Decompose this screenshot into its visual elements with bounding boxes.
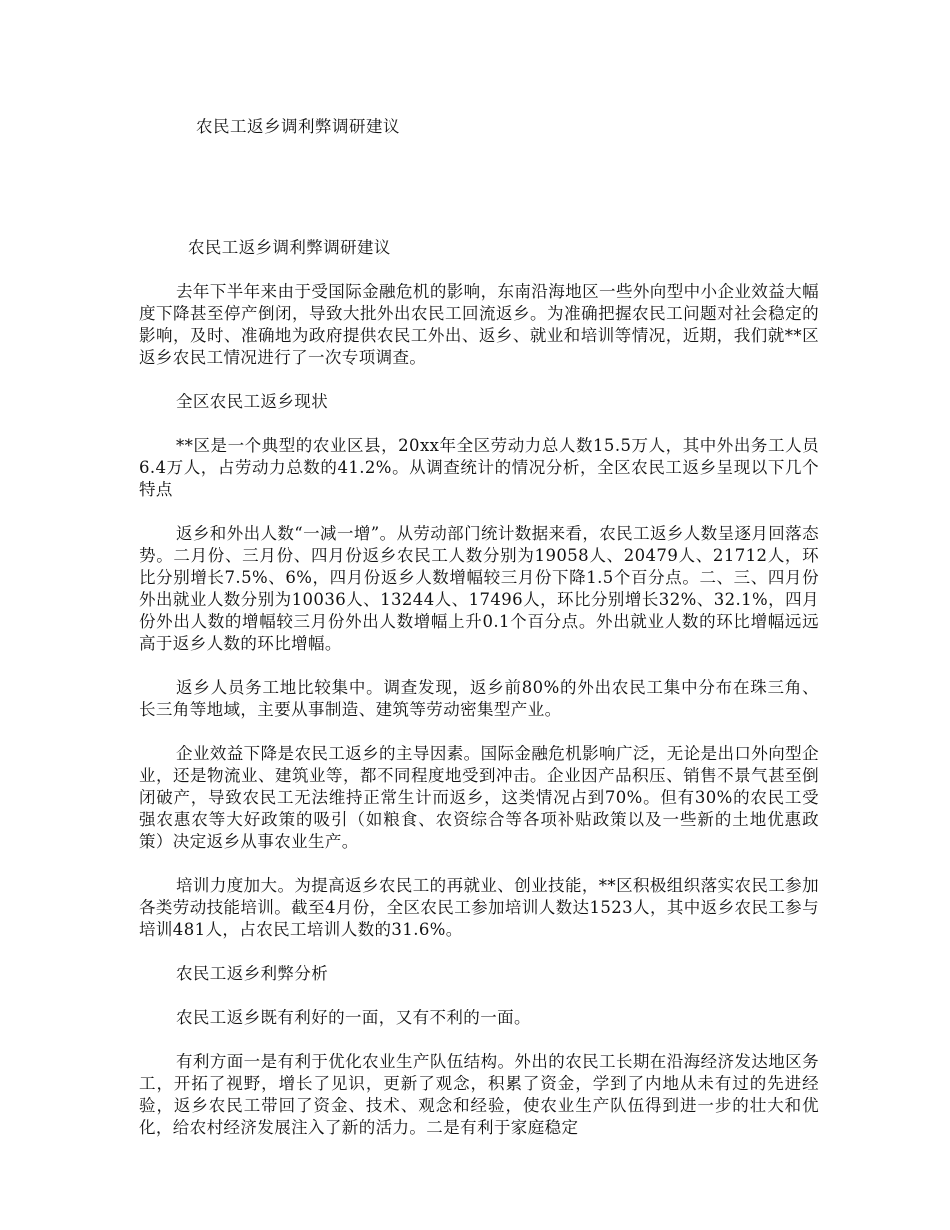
paragraph-overview: **区是一个典型的农业区县，20xx年全区劳动力总人数15.5万人，其中外出务工人员6.4万人，占劳动力总数的41.2%。从调查统计的情况分析，全区农民工返乡呈现以下几个特点 — [139, 436, 819, 499]
paragraph-cause: 企业效益下降是农民工返乡的主导因素。国际金融危机影响广泛，无论是出口外向型企业，还是物流业、建筑业等，都不同程度地受到冲击。企业因产品积压、销售不景气甚至倒闭破产，导致农民工无法维持正常生计而返乡，这类情况占到70%。但有30%的农民工受强农惠农等大好政策的吸引（如粮食、农资综合等各项补贴政策以及一些新的土地优惠政策）决定返乡从事农业生产。 — [139, 744, 819, 851]
paragraph-trend: 返乡和外出人数“一减一增”。从劳动部门统计数据来看，农民工返乡人数呈逐月回落态势。二月份、三月份、四月份返乡农民工人数分别为19058人、20479人、21712人，环比分别增长7.5%、6%，四月份返乡人数增幅较三月份下降1.5个百分点。二、三、四月份外出就业人数分别为10036人、13244人、17496人，环比分别增长32%、32.1%，四月份外出人数的增幅较三月份外出人数增幅上升0.1个百分点。外出就业人数的环比增幅远远高于返乡人数的环比增幅。 — [139, 524, 819, 653]
paragraph-location: 返乡人员务工地比较集中。调查发现，返乡前80%的外出农民工集中分布在珠三角、长三角等地域，主要从事制造、建筑等劳动密集型产业。 — [139, 678, 819, 719]
paragraph-advantages: 有利方面一是有利于优化农业生产队伍结构。外出的农民工长期在沿海经济发达地区务工，开拓了视野，增长了见识，更新了观念，积累了资金，学到了内地从未有过的先进经验，返乡农民工带回了资金、技术、观念和经验，使农业生产队伍得到进一步的壮大和优化，给农村经济发展注入了新的活力。二是有利于家庭稳定 — [139, 1052, 819, 1137]
document-body — [139, 237, 819, 1161]
body-heading: 农民工返乡调利弊调研建议 — [188, 238, 391, 257]
paragraph-analysis-intro: 农民工返乡既有利好的一面，又有不利的一面。 — [176, 1008, 531, 1027]
paragraph-intro: 去年下半年来由于受国际金融危机的影响，东南沿海地区一些外向型中小企业效益大幅度下降甚至停产倒闭，导致大批外出农民工回流返乡。为准确把握农民工问题对社会稳定的影响，及时、准确地为政府提供农民工外出、返乡、就业和培训等情况，近期，我们就**区返乡农民工情况进行了一次专项调查。 — [139, 282, 819, 367]
paragraph-training: 培训力度加大。为提高返乡农民工的再就业、创业技能，**区积极组织落实农民工参加各类劳动技能培训。截至4月份，全区农民工参加培训人数达1523人，其中返乡农民工参与培训481人，占农民工培训人数的31.6%。 — [139, 876, 819, 939]
section-heading-status: 全区农民工返乡现状 — [176, 392, 329, 411]
section-heading-analysis: 农民工返乡利弊分析 — [176, 964, 329, 983]
document-title: 农民工返乡调利弊调研建议 — [196, 117, 400, 136]
